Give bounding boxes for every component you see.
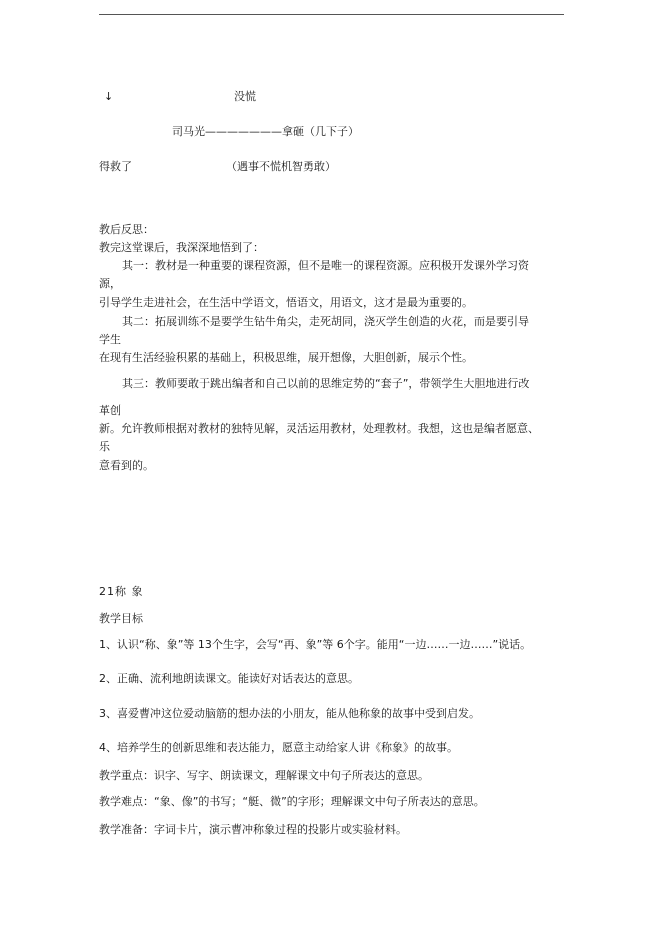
reflection-point-3-cont: 新。允许教师根据对教材的独特见解，灵活运用教材，处理教材。我想，这也是编者愿意、	[99, 422, 539, 435]
reflection-point-3-wrap: 革创	[99, 404, 121, 417]
reflection-point-1: 其一：教材是一种重要的课程资源，但不是唯一的课程资源。应积极开发课外学习资	[122, 259, 529, 272]
objective-2: 2、正确、流利地朗读课文。能读好对话表达的意思。	[99, 672, 359, 685]
reflection-point-2-wrap: 学生	[99, 333, 121, 346]
reflection-point-3-end: 意看到的。	[99, 459, 154, 472]
objectives-heading: 教学目标	[99, 612, 143, 625]
diagram-chain: 司马光———————拿砸（几下子）	[172, 125, 359, 138]
reflection-intro: 教完这堂课后，我深深地悟到了：	[99, 241, 264, 254]
objective-4: 4、培养学生的创新思维和表达能力，愿意主动给家人讲《称象》的故事。	[99, 741, 458, 754]
lesson-title: 21称 象	[99, 585, 144, 598]
diagram-saved: 得救了	[99, 160, 132, 173]
reflection-heading: 教后反思：	[99, 223, 154, 236]
reflection-point-2: 其二：拓展训练不是要学生钻牛角尖，走死胡同，浇灭学生创造的火花，而是要引导	[122, 315, 529, 328]
preparation: 教学准备：字词卡片，演示曹冲称象过程的投影片或实验材料。	[99, 823, 407, 836]
key-points: 教学重点：识字、写字、朗读课文，理解课文中句子所表达的意思。	[99, 769, 429, 782]
reflection-point-1-cont: 引导学生走进社会，在生活中学语文，悟语文，用语文，这才是最为重要的。	[99, 296, 473, 309]
diagram-moral: （遇事不慌机智勇敢）	[226, 160, 336, 173]
objective-3: 3、喜爱曹冲这位爱动脑筋的想办法的小朋友，能从他称象的故事中受到启发。	[99, 707, 480, 720]
down-arrow: ↓	[104, 90, 114, 103]
objective-1: 1、认识“称、象”等 13个生字，会写“再、象”等 6个字。能用“一边……一边……”说话。	[99, 638, 532, 651]
diagram-calm: 没慌	[234, 90, 256, 103]
reflection-point-2-cont: 在现有生活经验积累的基础上，积极思维，展开想像，大胆创新，展示个性。	[99, 351, 473, 364]
header-rule	[99, 14, 564, 15]
reflection-point-3: 其三：教师要敢于跳出编者和自己以前的思维定势的“套子”，带领学生大胆地进行改	[122, 377, 530, 390]
difficulties: 教学难点：“象、像”的书写；“艇、微”的字形；理解课文中句子所表达的意思。	[99, 795, 485, 808]
reflection-point-3-wrap-2: 乐	[99, 440, 110, 453]
reflection-point-1-wrap: 源，	[99, 277, 121, 290]
